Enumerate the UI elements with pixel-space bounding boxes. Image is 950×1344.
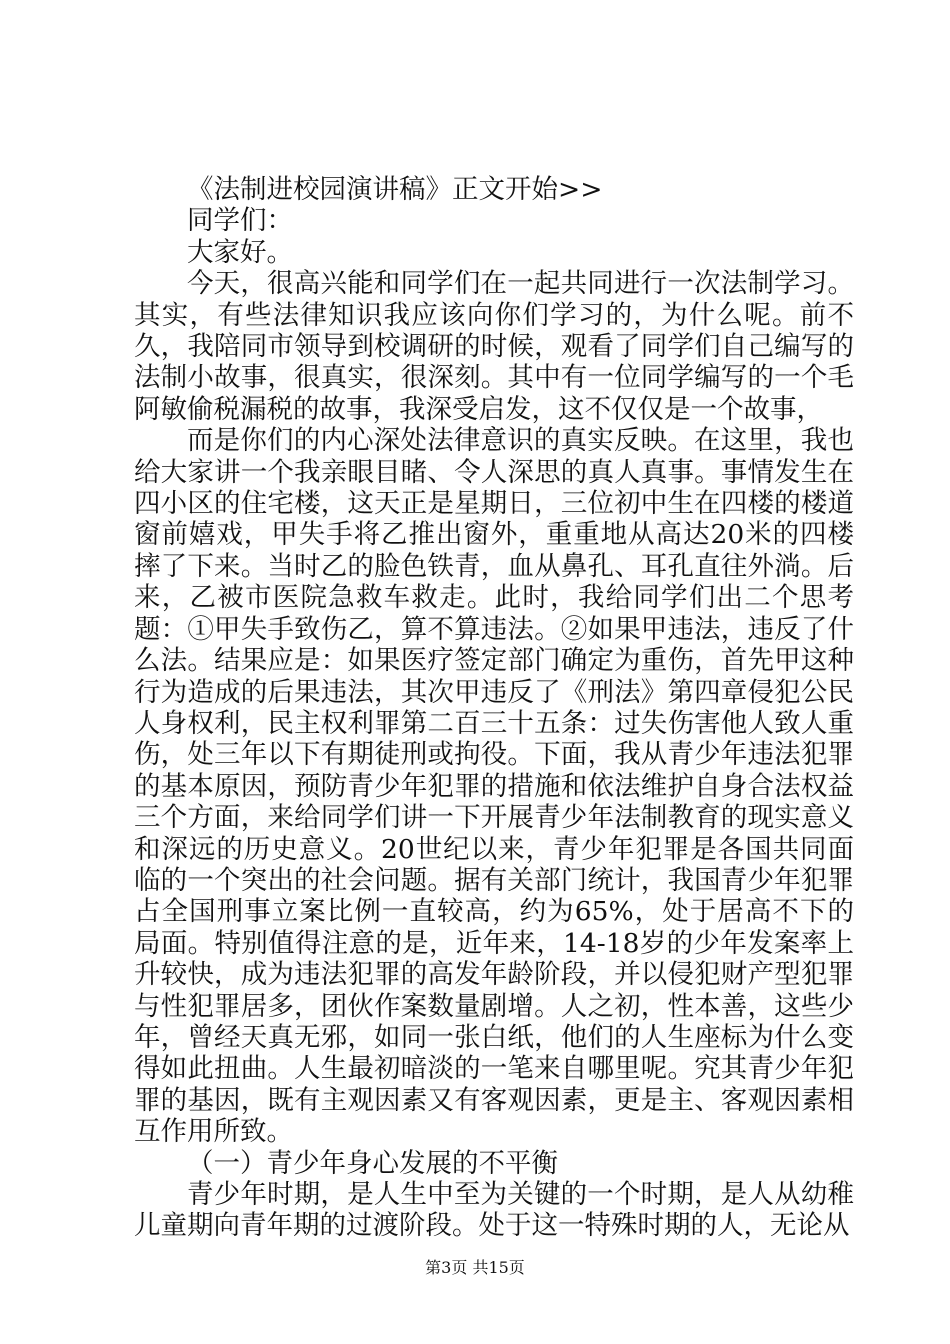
body-text: [134, 174, 854, 1242]
paragraph: 青少年时期，是人生中至为关键的一个时期，是人从幼稚儿童期向青年期的过渡阶段。处于这一特殊时期的人，无论从: [134, 1179, 854, 1242]
section-heading: （一）青少年身心发展的不平衡: [187, 1147, 558, 1179]
paragraph: 而是你们的内心深处法律意识的真实反映。在这里，我也给大家讲一个我亲眼目睹、令人深思的真人真事。事情发生在四小区的住宅楼，这天正是星期日，三位初中生在四楼的楼道窗前嬉戏，甲失手将乙推出窗外，重重地从高达20米的四楼摔了下来。当时乙的脸色铁青，血从鼻孔、耳孔直往外淌。后来，乙被市医院急救车救走。此时，我给同学们出二个思考题：①甲失手致伤乙，算不算违法。②如果甲违法，违反了什么法。结果应是：如果医疗签定部门确定为重伤，首先甲这种行为造成的后果违法，其次甲违反了《刑法》第四章侵犯公民人身权利，民主权利罪第二百三十五条：过失伤害他人致人重伤，处三年以下有期徒刑或拘役。下面，我从青少年违法犯罪的基本原因，预防青少年犯罪的措施和依法维护自身合法权益三个方面，来给同学们讲一下开展青少年法制教育的现实意义和深远的历史意义。20世纪以来，青少年犯罪是各国共同面临的一个突出的社会问题。据有关部门统计，我国青少年犯罪占全国刑事立案比例一直较高，约为65%，处于居高不下的局面。特别值得注意的是，近年来，14-18岁的少年发案率上升较快，成为违法犯罪的高发年龄阶段，并以侵犯财产型犯罪与性犯罪居多，团伙作案数量剧增。人之初，性本善，这些少年，曾经天真无邪，如同一张白纸，他们的人生座标为什么变得如此扭曲。人生最初暗淡的一笔来自哪里呢。究其青少年犯罪的基因，既有主观因素又有客观因素，更是主、客观因素相互作用所致。: [134, 425, 854, 1148]
intro-heading: 《法制进校园演讲稿》正文开始>>: [187, 174, 603, 205]
paragraph: 今天，很高兴能和同学们在一起共同进行一次法制学习。其实，有些法律知识我应该向你们学习的，为什么呢。前不久，我陪同市领导到校调研的时候，观看了同学们自己编写的法制小故事，很真实，很深刻。其中有一位同学编写的一个毛阿敏偷税漏税的故事，我深受启发，这不仅仅是一个故事，: [134, 268, 854, 425]
salutation: 同学们：: [187, 205, 293, 237]
greeting: 大家好。: [187, 236, 293, 268]
page-footer: 第3页 共15页: [425, 1258, 525, 1277]
